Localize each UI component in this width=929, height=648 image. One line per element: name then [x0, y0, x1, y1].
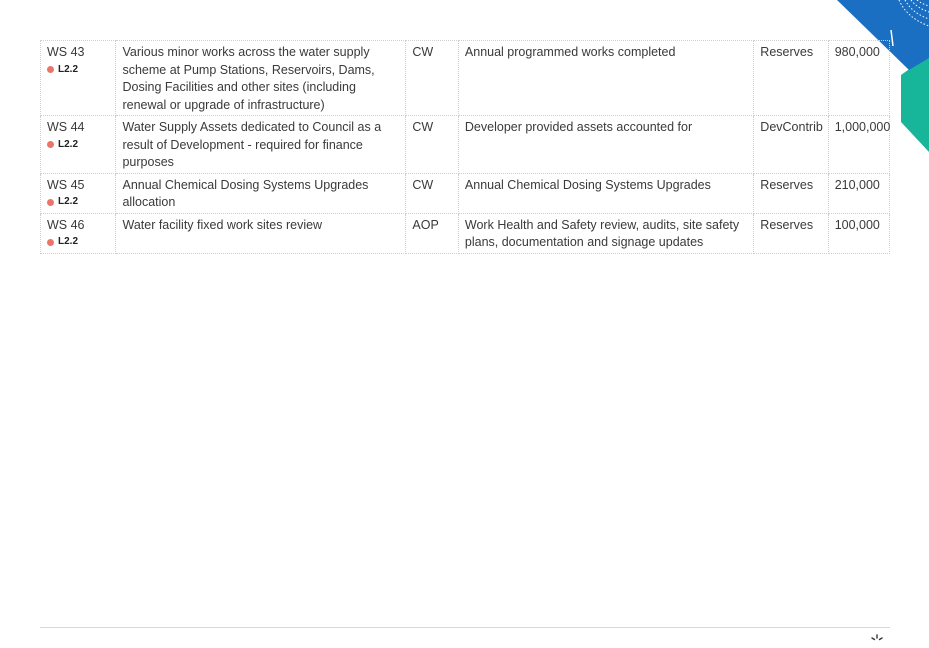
- level-dot-icon: [47, 239, 54, 246]
- level-dot-icon: [47, 141, 54, 148]
- table-row: [41, 116, 890, 174]
- outcome-cell: Annual Chemical Dosing Systems Upgrades: [458, 173, 753, 213]
- id-cell: [41, 213, 116, 253]
- description-cell: Water Supply Assets dedicated to Council as a result of Development - required for finance purposes: [116, 116, 406, 174]
- funding-cell: Reserves: [754, 41, 828, 116]
- outcome-cell: Annual programmed works completed: [458, 41, 753, 116]
- id-cell: [41, 41, 116, 116]
- description-cell: Water facility fixed work sites review: [116, 213, 406, 253]
- table-row: [41, 173, 890, 213]
- amount-cell: 1,000,000: [828, 116, 889, 174]
- funding-cell: Reserves: [754, 173, 828, 213]
- project-id: WS 44: [47, 120, 85, 134]
- description-cell: Annual Chemical Dosing Systems Upgrades allocation: [116, 173, 406, 213]
- amount-cell: 210,000: [828, 173, 889, 213]
- level-label: L2.2: [58, 138, 79, 150]
- project-id: WS 46: [47, 217, 85, 232]
- level-label: L2.2: [58, 63, 79, 75]
- level-dot-icon: [47, 199, 54, 206]
- description-cell: Various minor works across the water supply scheme at Pump Stations, Reservoirs, Dams, Dosing Facilities and other sites (including renewal or upgrade of infrastructure): [116, 41, 406, 116]
- capital-works-table: [40, 40, 890, 254]
- outcome-cell: Developer provided assets accounted for: [458, 116, 753, 174]
- funding-cell: DevContrib: [754, 116, 828, 174]
- type-cell: CW: [406, 41, 459, 116]
- level-dot-icon: [47, 66, 54, 73]
- level-tag: [47, 195, 109, 209]
- outcome-cell: Work Health and Safety review, audits, site safety plans, documentation and signage updates: [458, 213, 753, 253]
- id-cell: [41, 173, 116, 213]
- footer-divider: [40, 627, 890, 628]
- level-label: L2.2: [58, 236, 79, 247]
- amount-cell: 980,000: [828, 41, 889, 116]
- funding-cell: Reserves: [754, 213, 828, 253]
- type-cell: CW: [406, 116, 459, 174]
- level-tag: [47, 235, 109, 249]
- type-cell: AOP: [406, 213, 459, 253]
- sparkle-logo-icon: [870, 634, 884, 648]
- type-cell: CW: [406, 173, 459, 213]
- project-id: WS 45: [47, 177, 85, 192]
- amount-cell: 100,000: [828, 213, 889, 253]
- id-cell: [41, 116, 116, 174]
- level-tag: [47, 138, 109, 152]
- level-label: L2.2: [58, 196, 79, 207]
- level-tag: [47, 63, 109, 77]
- table-row: [41, 41, 890, 116]
- table-row: [41, 213, 890, 253]
- project-id: WS 43: [47, 45, 85, 59]
- teal-shape: [901, 55, 929, 152]
